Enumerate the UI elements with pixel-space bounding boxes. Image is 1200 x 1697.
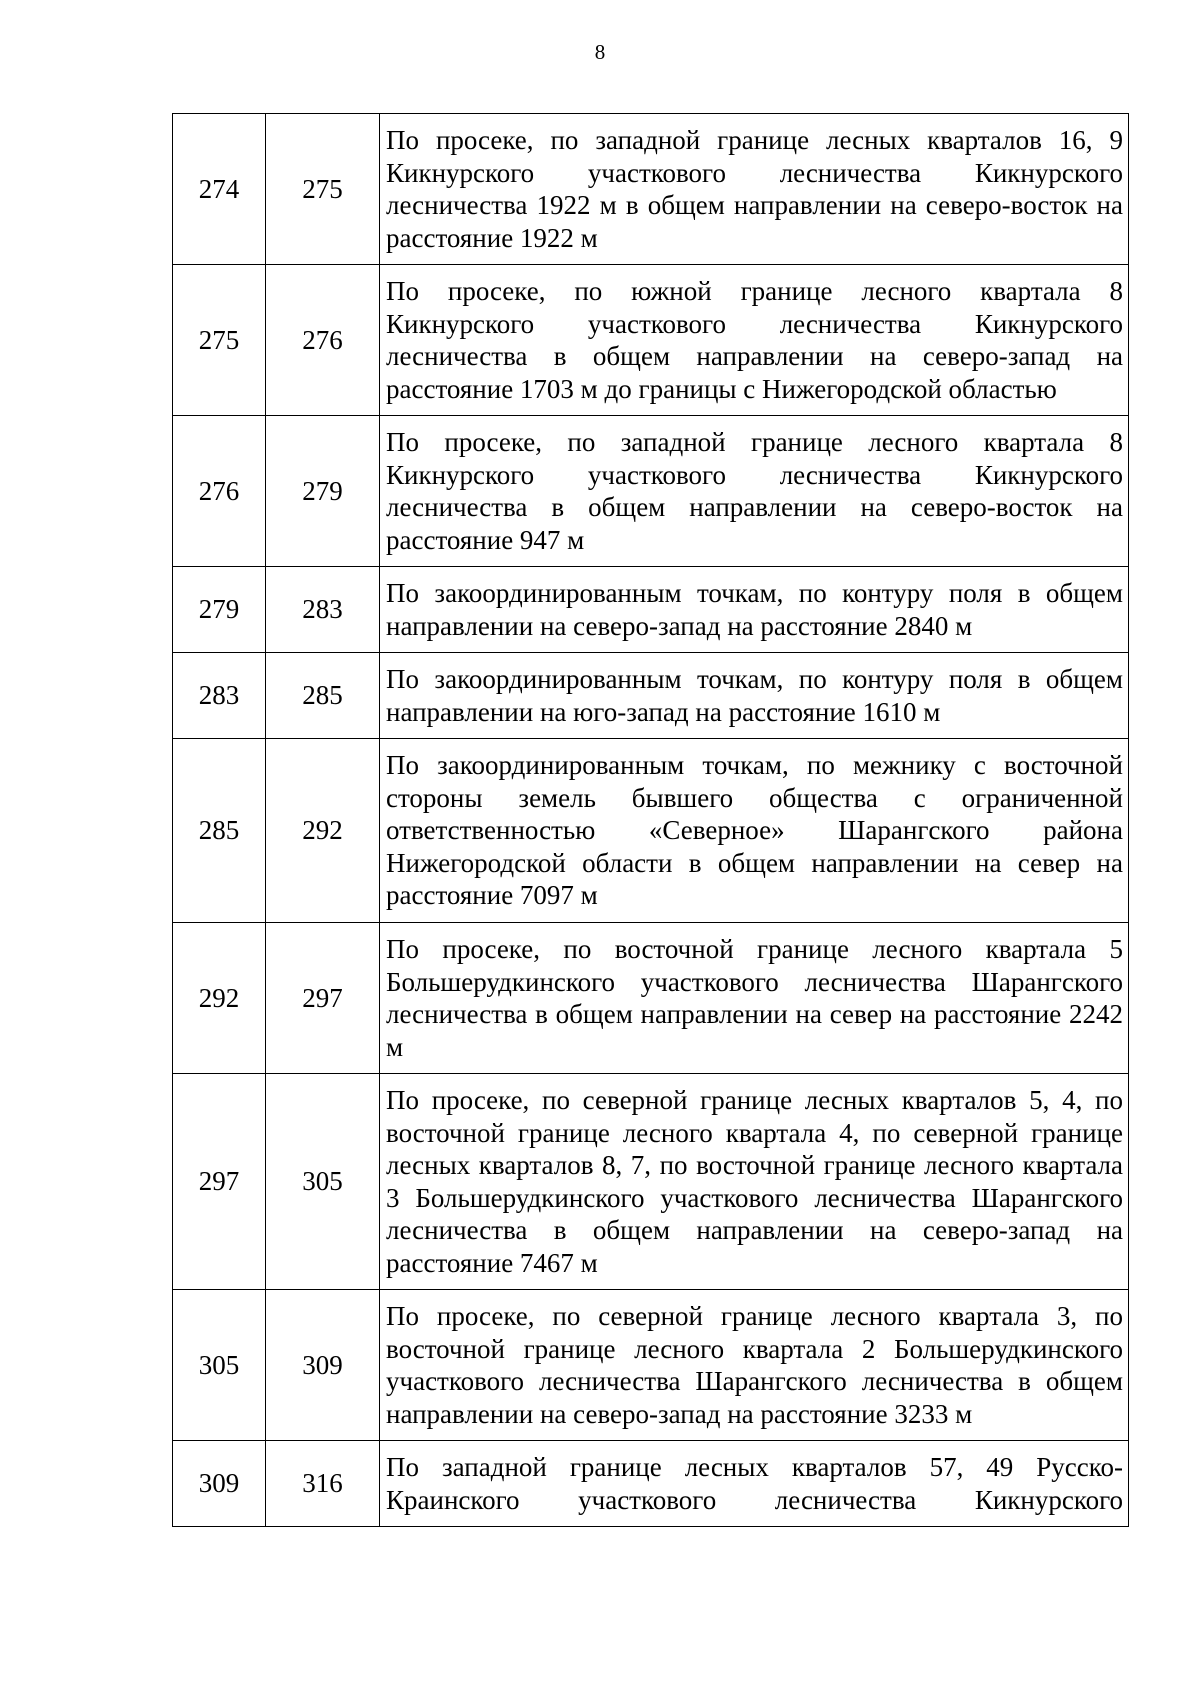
- to-point: 276: [266, 265, 380, 416]
- from-point: 297: [173, 1074, 266, 1290]
- table-row: [173, 1441, 1129, 1527]
- table-row: [173, 114, 1129, 265]
- to-point: 285: [266, 653, 380, 739]
- route-description: По закоординированным точкам, по контуру поля в общем направлении на юго-запад на расстояние 1610 м: [380, 653, 1129, 739]
- from-point: 274: [173, 114, 266, 265]
- route-description: По просеке, по южной границе лесного квартала 8 Кикнурского участкового лесничества Кикнурского лесничества в общем направлении на северо-запад на расстояние 1703 м до границы с Нижегородской областью: [380, 265, 1129, 416]
- to-point: 292: [266, 739, 380, 923]
- from-point: 292: [173, 923, 266, 1074]
- route-description: По просеке, по северной границе лесного квартала 3, по восточной границе лесного квартала 2 Большерудкинского участкового лесничества Шарангского лесничества в общем направлении на северо-запад на расстояние 3233 м: [380, 1290, 1129, 1441]
- table-row: [173, 653, 1129, 739]
- from-point: 309: [173, 1441, 266, 1527]
- page-number: 8: [594, 40, 606, 64]
- to-point: 275: [266, 114, 380, 265]
- from-point: 276: [173, 416, 266, 567]
- route-description: По закоординированным точкам, по контуру поля в общем направлении на северо-запад на расстояние 2840 м: [380, 567, 1129, 653]
- from-point: 285: [173, 739, 266, 923]
- to-point: 305: [266, 1074, 380, 1290]
- to-point: 309: [266, 1290, 380, 1441]
- route-description: По просеке, по северной границе лесных кварталов 5, 4, по восточной границе лесного квартала 4, по северной границе лесных кварталов 8, 7, по восточной границе лесного квартала 3 Большерудкинского участкового лесничества Шарангского лесничества в общем направлении на северо-запад на расстояние 7467 м: [380, 1074, 1129, 1290]
- table-row: [173, 923, 1129, 1074]
- to-point: 297: [266, 923, 380, 1074]
- table-row: [173, 567, 1129, 653]
- from-point: 279: [173, 567, 266, 653]
- table-row: [173, 1290, 1129, 1441]
- route-description: По просеке, по западной границе лесных кварталов 16, 9 Кикнурского участкового лесничества Кикнурского лесничества 1922 м в общем направлении на северо-восток на расстояние 1922 м: [380, 114, 1129, 265]
- table-row: [173, 739, 1129, 923]
- from-point: 305: [173, 1290, 266, 1441]
- route-description: По просеке, по восточной границе лесного квартала 5 Большерудкинского участкового лесничества Шарангского лесничества в общем направлении на север на расстояние 2242 м: [380, 923, 1129, 1074]
- from-point: 283: [173, 653, 266, 739]
- to-point: 283: [266, 567, 380, 653]
- to-point: 316: [266, 1441, 380, 1527]
- route-description: По просеке, по западной границе лесного квартала 8 Кикнурского участкового лесничества Кикнурского лесничества в общем направлении на северо-восток на расстояние 947 м: [380, 416, 1129, 567]
- table-row: [173, 416, 1129, 567]
- from-point: 275: [173, 265, 266, 416]
- table-row: [173, 1074, 1129, 1290]
- boundary-description-table: [172, 113, 1129, 1527]
- to-point: 279: [266, 416, 380, 567]
- route-description: По западной границе лесных кварталов 57, 49 Русско-Краинского участкового лесничества Кикнурского: [380, 1441, 1129, 1527]
- route-description: По закоординированным точкам, по межнику с восточной стороны земель бывшего общества с ограниченной ответственностью «Северное» Шарангского района Нижегородской области в общем направлении на север на расстояние 7097 м: [380, 739, 1129, 923]
- table-row: [173, 265, 1129, 416]
